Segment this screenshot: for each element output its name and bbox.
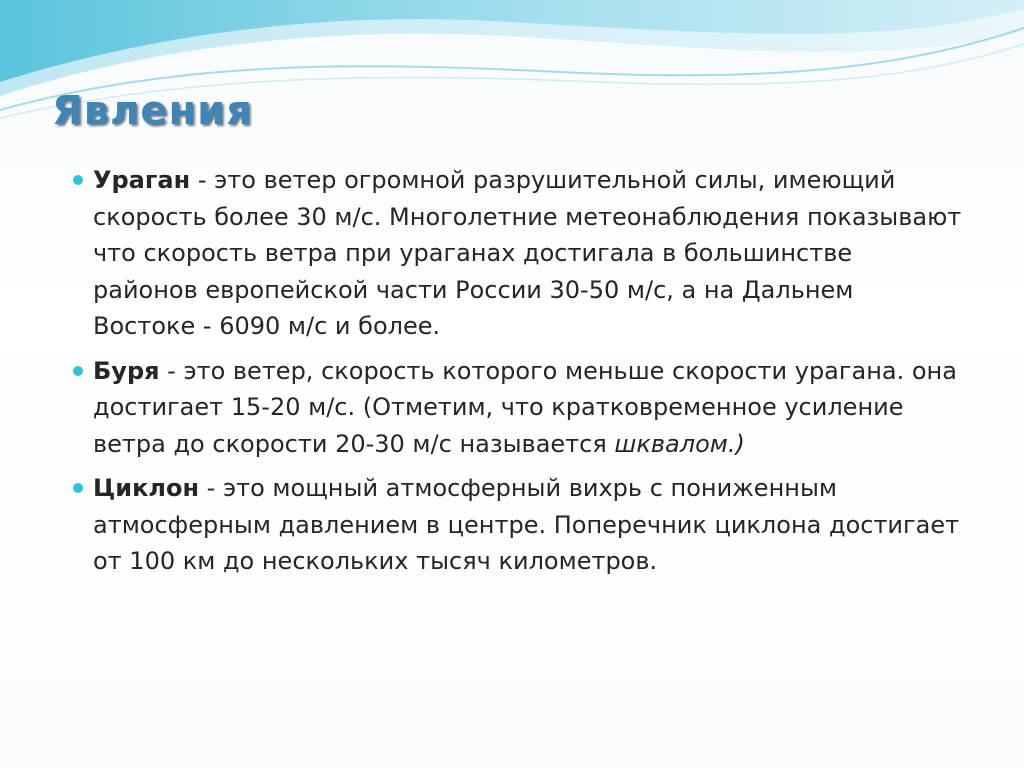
list-item-storm [93, 353, 963, 463]
definition-storm: - это ветер, скорость которого меньше скорости урагана. она достигает 15-20 м/с. (Отметим, что кратковременное усиление ветра до скорости 20-30 м/с называется [93, 356, 957, 458]
term-storm: Буря [93, 356, 160, 385]
list-item-hurricane [93, 162, 963, 345]
bullet-dot-icon [73, 366, 83, 376]
definition-cyclone: - это мощный атмосферный вихрь с пониженным атмосферным давлением в центре. Поперечник циклона достигает от 100 км до нескольких тысяч километров. [93, 474, 960, 575]
term-cyclone: Циклон [93, 474, 200, 502]
list-item-cyclone [93, 470, 963, 580]
emphasis-squall: шквалом.) [614, 429, 745, 458]
bullet-dot-icon [73, 175, 83, 185]
content-list [93, 162, 963, 588]
bullet-dot-icon [73, 483, 83, 493]
definition-hurricane: - это ветер огромной разрушительной силы, имеющий скорость более 30 м/с. Многолетние метеонаблюдения показывают что скорость ветра при ураганах достигала в большинстве районов европейской части России 30-50 м/с, а на Дальнем Востоке - 6090 м/с и более. [93, 166, 962, 340]
slide-title: Явления [52, 88, 253, 134]
term-hurricane: Ураган [93, 166, 191, 194]
